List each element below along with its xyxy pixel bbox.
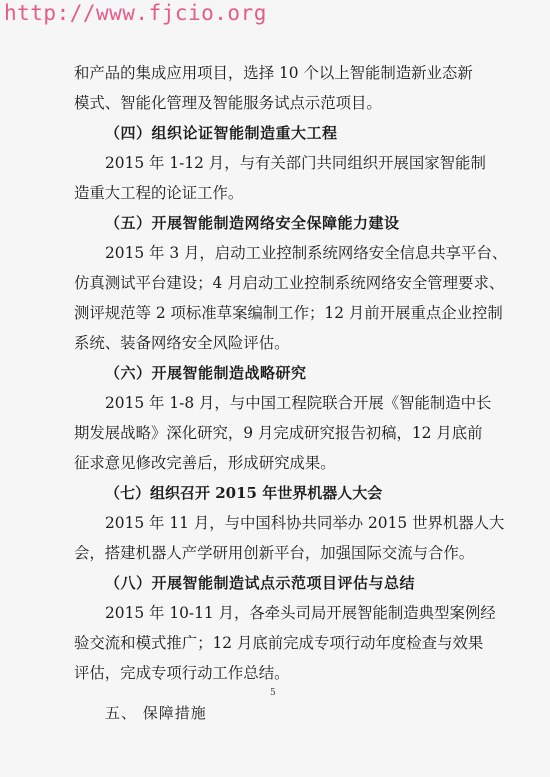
subsection-heading: （七）组织召开 2015 年世界机器人大会	[105, 484, 383, 502]
paragraph-line: 模式、智能化管理及智能服务试点示范项目。	[74, 94, 382, 112]
section-heading: 五、 保障措施	[105, 704, 207, 722]
paragraph-line: 系统、装备网络安全风险评估。	[74, 334, 290, 352]
paragraph-line: 评估，完成专项行动工作总结。	[74, 664, 290, 682]
paragraph-line: 造重大工程的论证工作。	[74, 184, 244, 202]
paragraph-line: 会，搭建机器人产学研用创新平台，加强国际交流与合作。	[74, 544, 475, 562]
paragraph-line: 2015 年 10-11 月，各牵头司局开展智能制造典型案例经	[105, 604, 496, 622]
section-gap	[74, 688, 484, 698]
subsection-heading: （八）开展智能制造试点示范项目评估与总结	[105, 574, 416, 592]
paragraph-line: 测评规范等 2 项标准草案编制工作；12 月前开展重点企业控制	[74, 304, 503, 322]
subsection-heading: （六）开展智能制造战略研究	[105, 364, 307, 382]
paragraph-line: 和产品的集成应用项目，选择 10 个以上智能制造新业态新	[74, 64, 473, 82]
watermark-url: http://www.fjcio.org	[4, 1, 267, 25]
document-body	[74, 58, 508, 728]
paragraph-line: 2015 年 1-12 月，与有关部门共同组织开展国家智能制	[105, 154, 486, 172]
subsection-heading: （四）组织论证智能制造重大工程	[105, 124, 338, 142]
paragraph-line: 征求意见修改完善后，形成研究成果。	[74, 454, 336, 472]
paragraph-line: 期发展战略》深化研究，9 月完成研究报告初稿，12 月底前	[74, 424, 483, 442]
paragraph-line: 仿真测试平台建设；4 月启动工业控制系统网络安全管理要求、	[74, 274, 505, 292]
subsection-heading: （五）开展智能制造网络安全保障能力建设	[105, 214, 400, 232]
paragraph-line: 2015 年 1-8 月，与中国工程院联合开展《智能制造中长	[105, 394, 492, 412]
paragraph-line: 验交流和模式推广；12 月底前完成专项行动年度检查与效果	[74, 634, 484, 652]
page-number: 5	[270, 688, 276, 698]
paragraph-line: 2015 年 3 月，启动工业控制系统网络安全信息共享平台、	[105, 244, 508, 262]
paragraph-line: 2015 年 11 月，与中国科协共同举办 2015 世界机器人大	[105, 514, 505, 532]
